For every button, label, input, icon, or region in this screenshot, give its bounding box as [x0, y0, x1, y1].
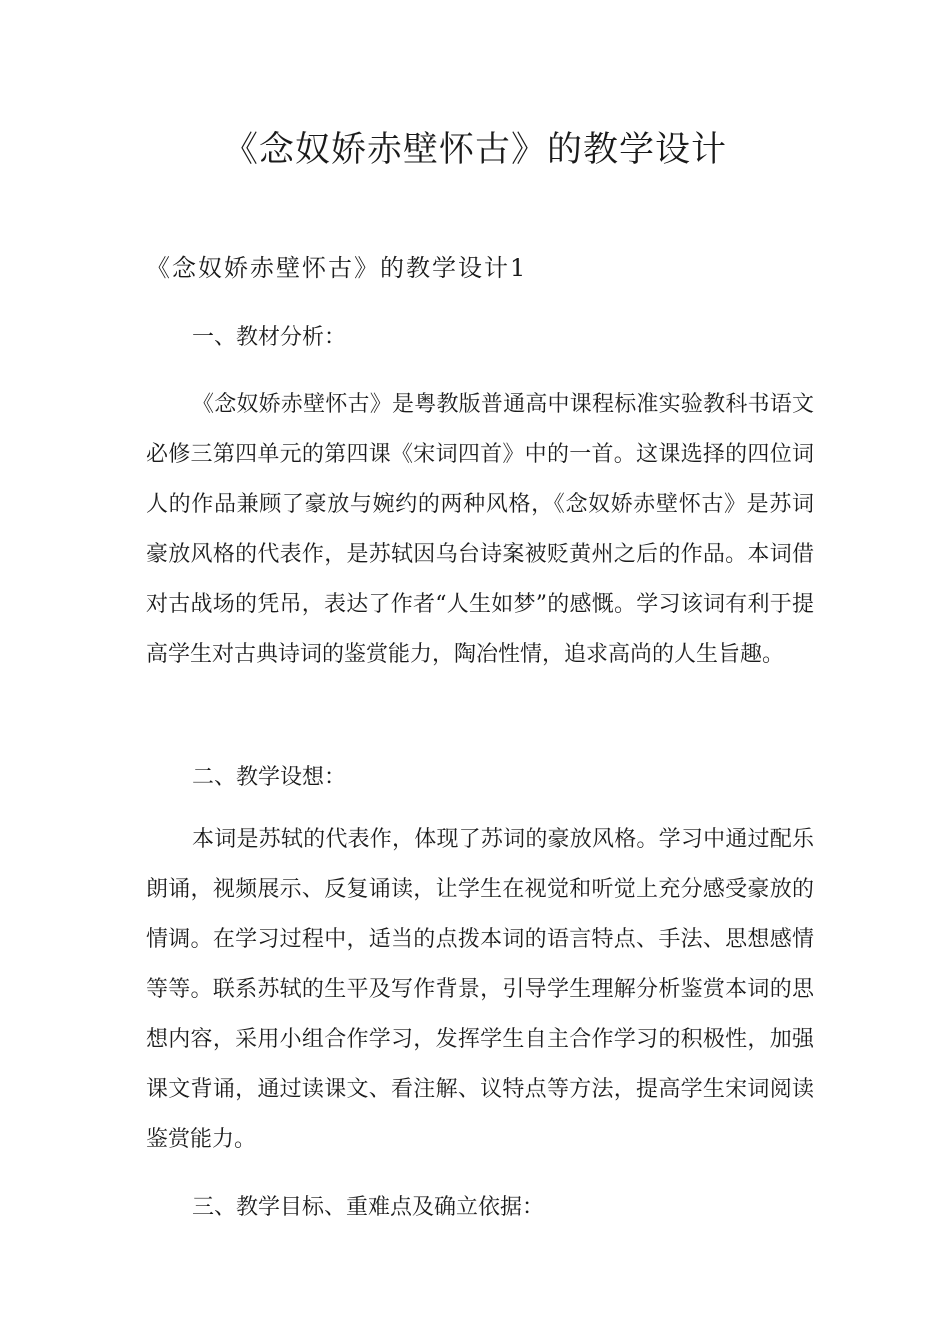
paragraph-materials-analysis: 《念奴娇赤壁怀古》是粤教版普通高中课程标准实验教科书语文必修三第四单元的第四课《宋词四首》中的一首。这课选择的四位词人的作品兼顾了豪放与婉约的两种风格，《念奴娇赤壁怀古》是苏词豪放风格的代表作，是苏轼因乌台诗案被贬黄州之后的作品。本词借对古战场的凭吊，表达了作者“人生如梦”的感慨。学习该词有利于提高学生对古典诗词的鉴赏能力，陶冶性情，追求高尚的人生旨趣。	[146, 392, 814, 667]
heading-teaching-concept: 二、教学设想：	[192, 765, 347, 790]
paragraph-teaching-concept: 本词是苏轼的代表作，体现了苏词的豪放风格。学习中通过配乐朗诵，视频展示、反复诵读，让学生在视觉和听觉上充分感受豪放的情调。在学习过程中，适当的点拨本词的语言特点、手法、思想感情等等。联系苏轼的生平及写作背景，引导学生理解分析鉴赏本词的思想内容，采用小组合作学习，发挥学生自主合作学习的积极性，加强课文背诵，通过读课文、看注解、议特点等方法，提高学生宋词阅读鉴赏能力。	[146, 827, 814, 1152]
heading-objectives: 三、教学目标、重难点及确立依据：	[192, 1195, 545, 1220]
document-title: 《念奴娇赤壁怀古》的教学设计	[222, 130, 727, 170]
section-title: 《念奴娇赤壁怀古》的教学设计1	[146, 254, 528, 282]
heading-materials-analysis: 一、教材分析：	[192, 325, 347, 350]
